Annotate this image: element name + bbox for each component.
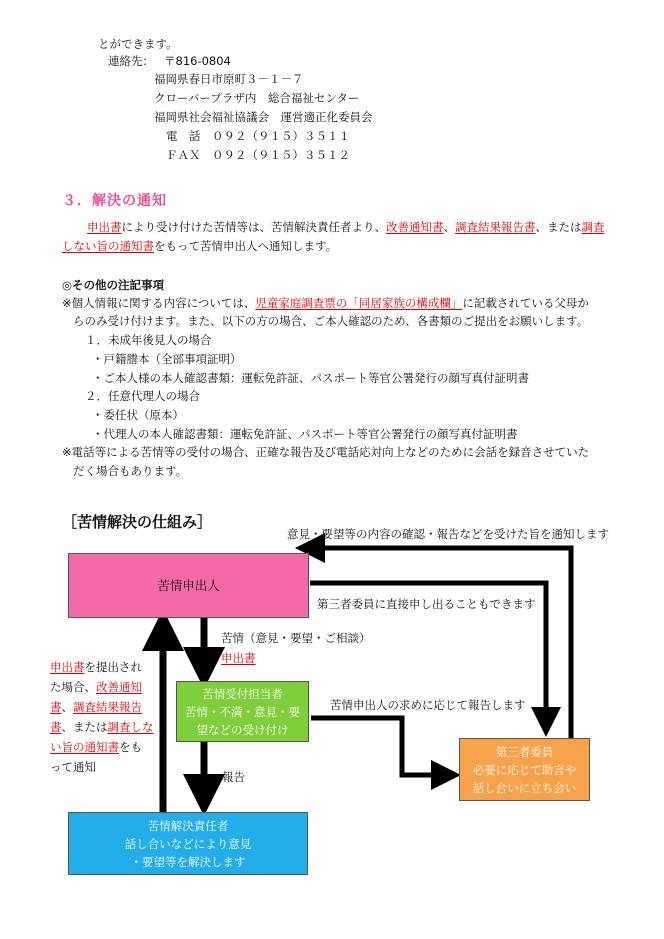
doc-link-survey: 児童家庭調査票の「同居家族の構成欄」 (255, 296, 463, 310)
contact-fax: ＦＡＸ ０９２（９１５）３５１２ (166, 148, 350, 162)
section3-text: 、または (535, 220, 582, 234)
notes-text: に記載されている父母か (462, 296, 589, 310)
complaint-doc: 申出書 (221, 651, 256, 665)
continuation-text: とができます。 (98, 37, 178, 51)
doc-link-moushidesho: 申出書 (87, 220, 122, 234)
left-doc-chousa-shinai-cont: い旨の通知書 (50, 740, 119, 754)
doc-link-chousa-shinai: 調査 (581, 220, 605, 234)
third-title: 第三者委員 (495, 744, 554, 759)
section3-text: をもって苦情申出人へ通知します。 (154, 239, 338, 253)
third-line3: 話し合いに立ち会い (472, 780, 577, 795)
section3-text: により受け付けた苦情等は、苦情解決責任者より、 (121, 220, 386, 234)
notes-line7: ・委任状（原本） (92, 408, 184, 422)
notes-text: ※個人情報に関する内容については、 (62, 296, 256, 310)
notes-heading: ◎その他の注記事項 (62, 278, 165, 292)
third-line2: 必要に応じて助言や (472, 762, 577, 777)
receiver-box (176, 681, 309, 742)
contact-address: 福岡県春日市原町３－１－７ (154, 72, 304, 86)
left-doc-chousa: 調査結果報告 (73, 700, 142, 714)
direct-note: 第三者委員に直接申し出ることもできます (317, 597, 536, 611)
left-text: を提出され (84, 660, 142, 674)
resp-title: 苦情解決責任者 (147, 818, 229, 833)
contact-org: 福岡県社会福祉協議会 運営適正化委員会 (154, 110, 373, 124)
notes-line6: ２．任意代理人の場合 (85, 389, 200, 403)
doc-link-chousa: 調査結果報告書 (455, 220, 536, 234)
receiver-line3: 望などの受け付け (196, 722, 289, 737)
left-doc-chousa-cont: 書 (50, 720, 62, 734)
diagram-title: ［苦情解決の仕組み］ (62, 513, 213, 531)
receiver-line2: 苦情・不満・意見・要 (185, 704, 300, 719)
receiver-title: 苦情受付担当者 (202, 686, 283, 701)
complaint-label: 苦情（意見・要望・ご相談） (221, 631, 371, 645)
left-text: た場合、 (50, 680, 96, 694)
left-doc-kaizen-cont: 書 (50, 700, 62, 714)
notes-line5: ・ご本人様の本人確認書類：運転免許証、パスポート等官公署発行の顔写真付証明書 (92, 371, 529, 385)
left-text: 、 (61, 700, 73, 714)
contact-tel: 電 話 ０９２（９１５）３５１１ (166, 129, 350, 143)
left-doc-kaizen: 改善通知 (96, 680, 142, 694)
top-note: 意見・要望等の内容の確認・報告などを受けた旨を通知します (287, 527, 609, 541)
report-on-request: 苦情申出人の求めに応じて報告します (330, 698, 526, 712)
third-party-box (459, 738, 590, 801)
notes-line4: ・戸籍謄本（全部事項証明） (92, 352, 242, 366)
section-heading: ３．解決の通知 (62, 193, 167, 209)
doc-link-kaizen: 改善通知書 (386, 220, 444, 234)
section3-text: 、 (443, 220, 455, 234)
responsible-box (68, 812, 308, 875)
left-note (50, 657, 154, 777)
notes-line10: だく場合もあります。 (73, 464, 188, 478)
resp-line3: ・要望等を解決します (130, 854, 246, 869)
complainant-box (68, 553, 309, 618)
notes-line9: ※電話等による苦情等の受付の場合、正確な報告及び電話応対向上などのために会話を録音させていた (62, 445, 590, 459)
doc-link-chousa-shinai-cont: しない旨の通知書 (62, 239, 154, 253)
notes-line8: ・代理人の本人確認書類：運転免許証、パスポート等官公署発行の顔写真付証明書 (92, 427, 518, 441)
complainant-label: 苦情申出人 (157, 577, 220, 593)
left-text: をも (119, 740, 142, 754)
notes-line3: １．未成年後見人の場合 (85, 333, 212, 347)
left-text: って通知 (50, 760, 96, 774)
contact-label: 連絡先： (108, 54, 154, 68)
resp-line2: 話し合いなどにより意見 (124, 836, 252, 851)
left-doc-chousa-shinai: 調査しな (107, 720, 154, 734)
left-doc-moushidesho: 申出書 (50, 660, 85, 674)
notes-line2: らのみ受け付けます。また、以下の方の場合、ご本人確認のため、各書類のご提出をお願いします。 (73, 314, 589, 328)
left-text: 、または (61, 720, 108, 734)
contact-postal: 〒816-0804 (164, 54, 231, 68)
arrow-receiver-to-third (311, 718, 446, 775)
contact-building: クローバープラザ内 総合福祉センター (154, 91, 360, 105)
report-label: 報告 (222, 770, 245, 784)
